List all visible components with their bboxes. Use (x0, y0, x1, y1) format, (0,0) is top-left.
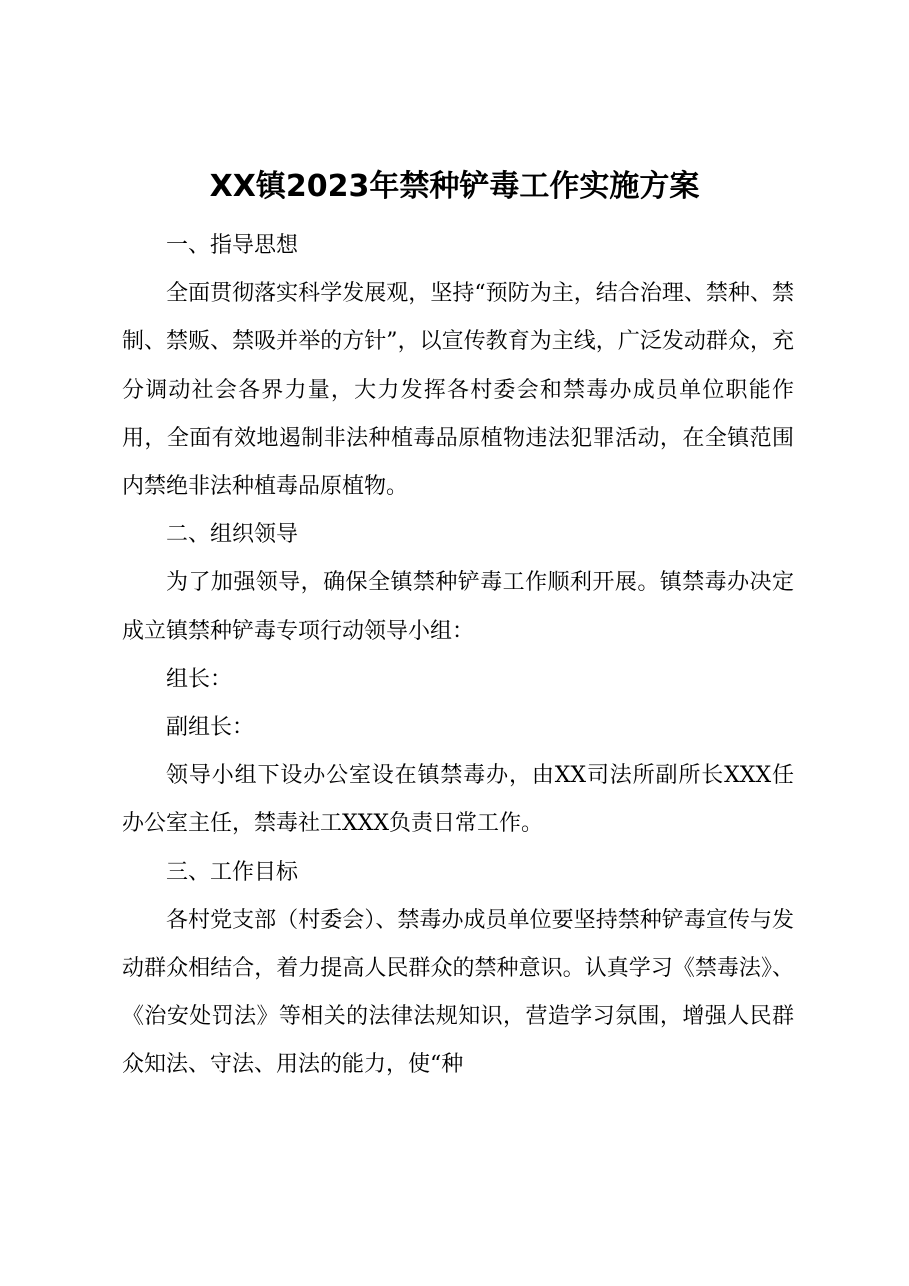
section-heading-guiding-ideology: 一、指导思想 (166, 233, 299, 258)
section-heading-work-goals: 三、工作目标 (166, 859, 299, 885)
group-leader-line: 组长： (166, 666, 233, 692)
document-body (122, 222, 794, 1090)
paragraph-office: 领导小组下设办公室设在镇禁毒办，由XX司法所副所长XXX任办公室主任，禁毒社工XXX负责日常工作。 (122, 763, 794, 837)
document-title: XX镇2023年禁种铲毒工作实施方案 (209, 169, 700, 204)
paragraph-work-goals: 各村党支部（村委会）、禁毒办成员单位要坚持禁种铲毒宣传与发动群众相结合，着力提高人民群众的禁种意识。认真学习《禁毒法》、《治安处罚法》等相关的法律法规知识，营造学习氛围，增强人民群众知法、守法、用法的能力，使“种 (122, 907, 794, 1078)
deputy-group-leader-line: 副组长： (166, 715, 255, 741)
section-heading-organization: 二、组织领导 (166, 522, 299, 548)
paragraph-guiding-ideology: 全面贯彻落实科学发展观，坚持“预防为主，结合治理、禁种、禁制、禁贩、禁吸并举的方针”，以宣传教育为主线，广泛发动群众，充分调动社会各界力量，大力发挥各村委会和禁毒办成员单位职能作用，全面有效地遏制非法种植毒品原植物违法犯罪活动，在全镇范围内禁绝非法种植毒品原植物。 (122, 281, 794, 500)
paragraph-organization: 为了加强领导，确保全镇禁种铲毒工作顺利开展。镇禁毒办决定成立镇禁种铲毒专项行动领导小组： (122, 570, 794, 644)
